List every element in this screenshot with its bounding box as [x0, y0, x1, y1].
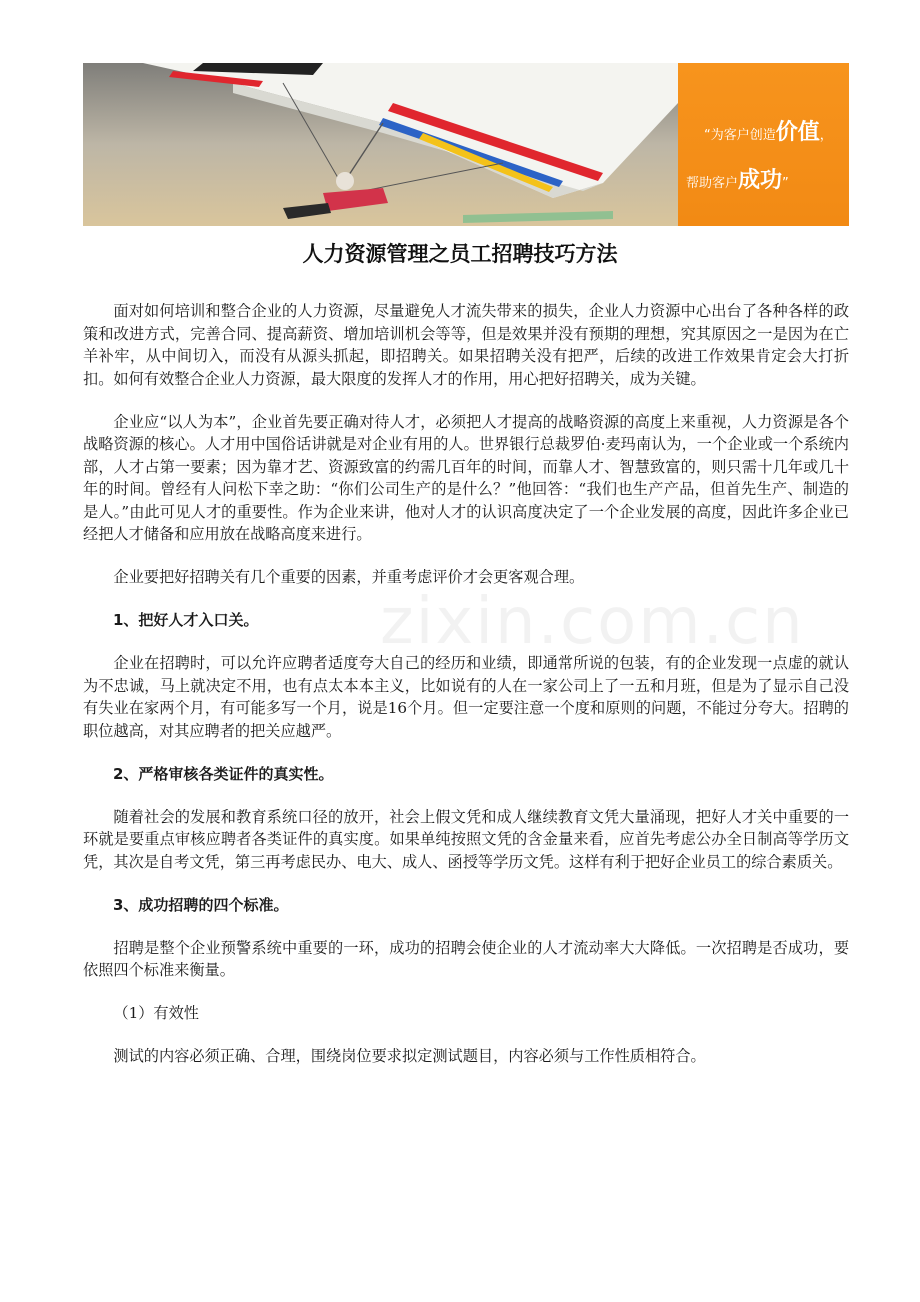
slogan-line-1 — [704, 115, 833, 146]
paragraph: 企业应“以人为本”，企业首先要正确对待人才，必须把人才提高的战略资源的高度上来重视，人力资源是各个战略资源的核心。人才用中国俗话讲就是对企业有用的人。世界银行总裁罗伯·麦玛南认为，一个企业或一个系统内部，人才占第一要素；因为靠才艺、资源致富的约需几百年的时间，而靠人才、智慧致富的，则只需十几年或几十年的时间。曾经有人问松下幸之助：“你们公司生产的是什么？”他回答：“我们也生产产品，但首先生产、制造的是人。”由此可见人才的重要性。作为企业来讲，他对人才的认识高度决定了一个企业发展的高度，因此许多企业已经把人才储备和应用放在战略高度来进行。 — [83, 412, 849, 543]
slogan-success-word: 成功 — [738, 168, 783, 193]
header-banner — [83, 63, 849, 226]
section-heading: 2、严格审核各类证件的真实性。 — [113, 764, 334, 783]
slogan-value-word: 价值 — [775, 120, 820, 145]
slogan-line-1-suffix: ， — [819, 128, 833, 143]
slogan-line-1-prefix: “为客户创造 — [704, 128, 776, 143]
slogan-panel — [678, 63, 849, 226]
paragraph: 企业在招聘时，可以允许应聘者适度夸大自己的经历和业绩，即通常所说的包装，有的企业发现一点虚的就认为不忠诚，马上就决定不用，也有点太本本主义，比如说有的人在一家公司上了一五和月班，但是为了显示自己没有失业在家两个月，有可能多写一个月，说是16个月。但一定要注意一个度和原则的问题，不能过分夸大。招聘的职位越高，对其应聘者的把关应越严。 — [83, 654, 849, 740]
slogan-line-2-prefix: 帮助客户 — [686, 176, 739, 191]
paragraph: 随着社会的发展和教育系统口径的放开，社会上假文凭和成人继续教育文凭大量涌现，把好人才关中重要的一环就是要重点审核应聘者各类证件的真实度。如果单纯按照文凭的含金量来看，应首先考虑公办全日制高等学历文凭，其次是自考文凭，第三再考虑民办、电大、成人、函授等学历文凭。这样有利于把好企业员工的综合素质关。 — [83, 807, 849, 871]
paragraph: 测试的内容必须正确、合理，围绕岗位要求拟定测试题目，内容必须与工作性质相符合。 — [113, 1047, 706, 1065]
slogan-line-2 — [686, 163, 789, 194]
hang-glider-photo — [83, 63, 678, 226]
hang-glider-illustration — [83, 63, 678, 226]
watermark: zixin.com.cn — [380, 585, 805, 659]
paragraph: 面对如何培训和整合企业的人力资源，尽量避免人才流失带来的损失，企业人力资源中心出台了各种各样的政策和改进方式，完善合同、提高薪资、增加培训机会等等，但是效果并没有预期的理想，究其原因之一是因为在亡羊补牢，从中间切入，而没有从源头抓起，即招聘关。如果招聘关没有把严，后续的改进工作效果肯定会大打折扣。如何有效整合企业人力资源，最大限度的发挥人才的作用，用心把好招聘关，成为关键。 — [83, 302, 849, 388]
paragraph: 企业要把好招聘关有几个重要的因素，并重考虑评价才会更客观合理。 — [113, 568, 585, 586]
section-heading: 3、成功招聘的四个标准。 — [113, 895, 289, 914]
document-body — [83, 300, 849, 1088]
document-title: 人力资源管理之员工招聘技巧方法 — [302, 242, 618, 266]
sub-heading: （1）有效性 — [113, 1004, 199, 1022]
section-heading: 1、把好人才入口关。 — [113, 611, 259, 629]
slogan-line-2-suffix: ” — [782, 176, 789, 191]
paragraph: 招聘是整个企业预警系统中重要的一环，成功的招聘会使企业的人才流动率大大降低。一次招聘是否成功，要依照四个标准来衡量。 — [83, 938, 849, 979]
